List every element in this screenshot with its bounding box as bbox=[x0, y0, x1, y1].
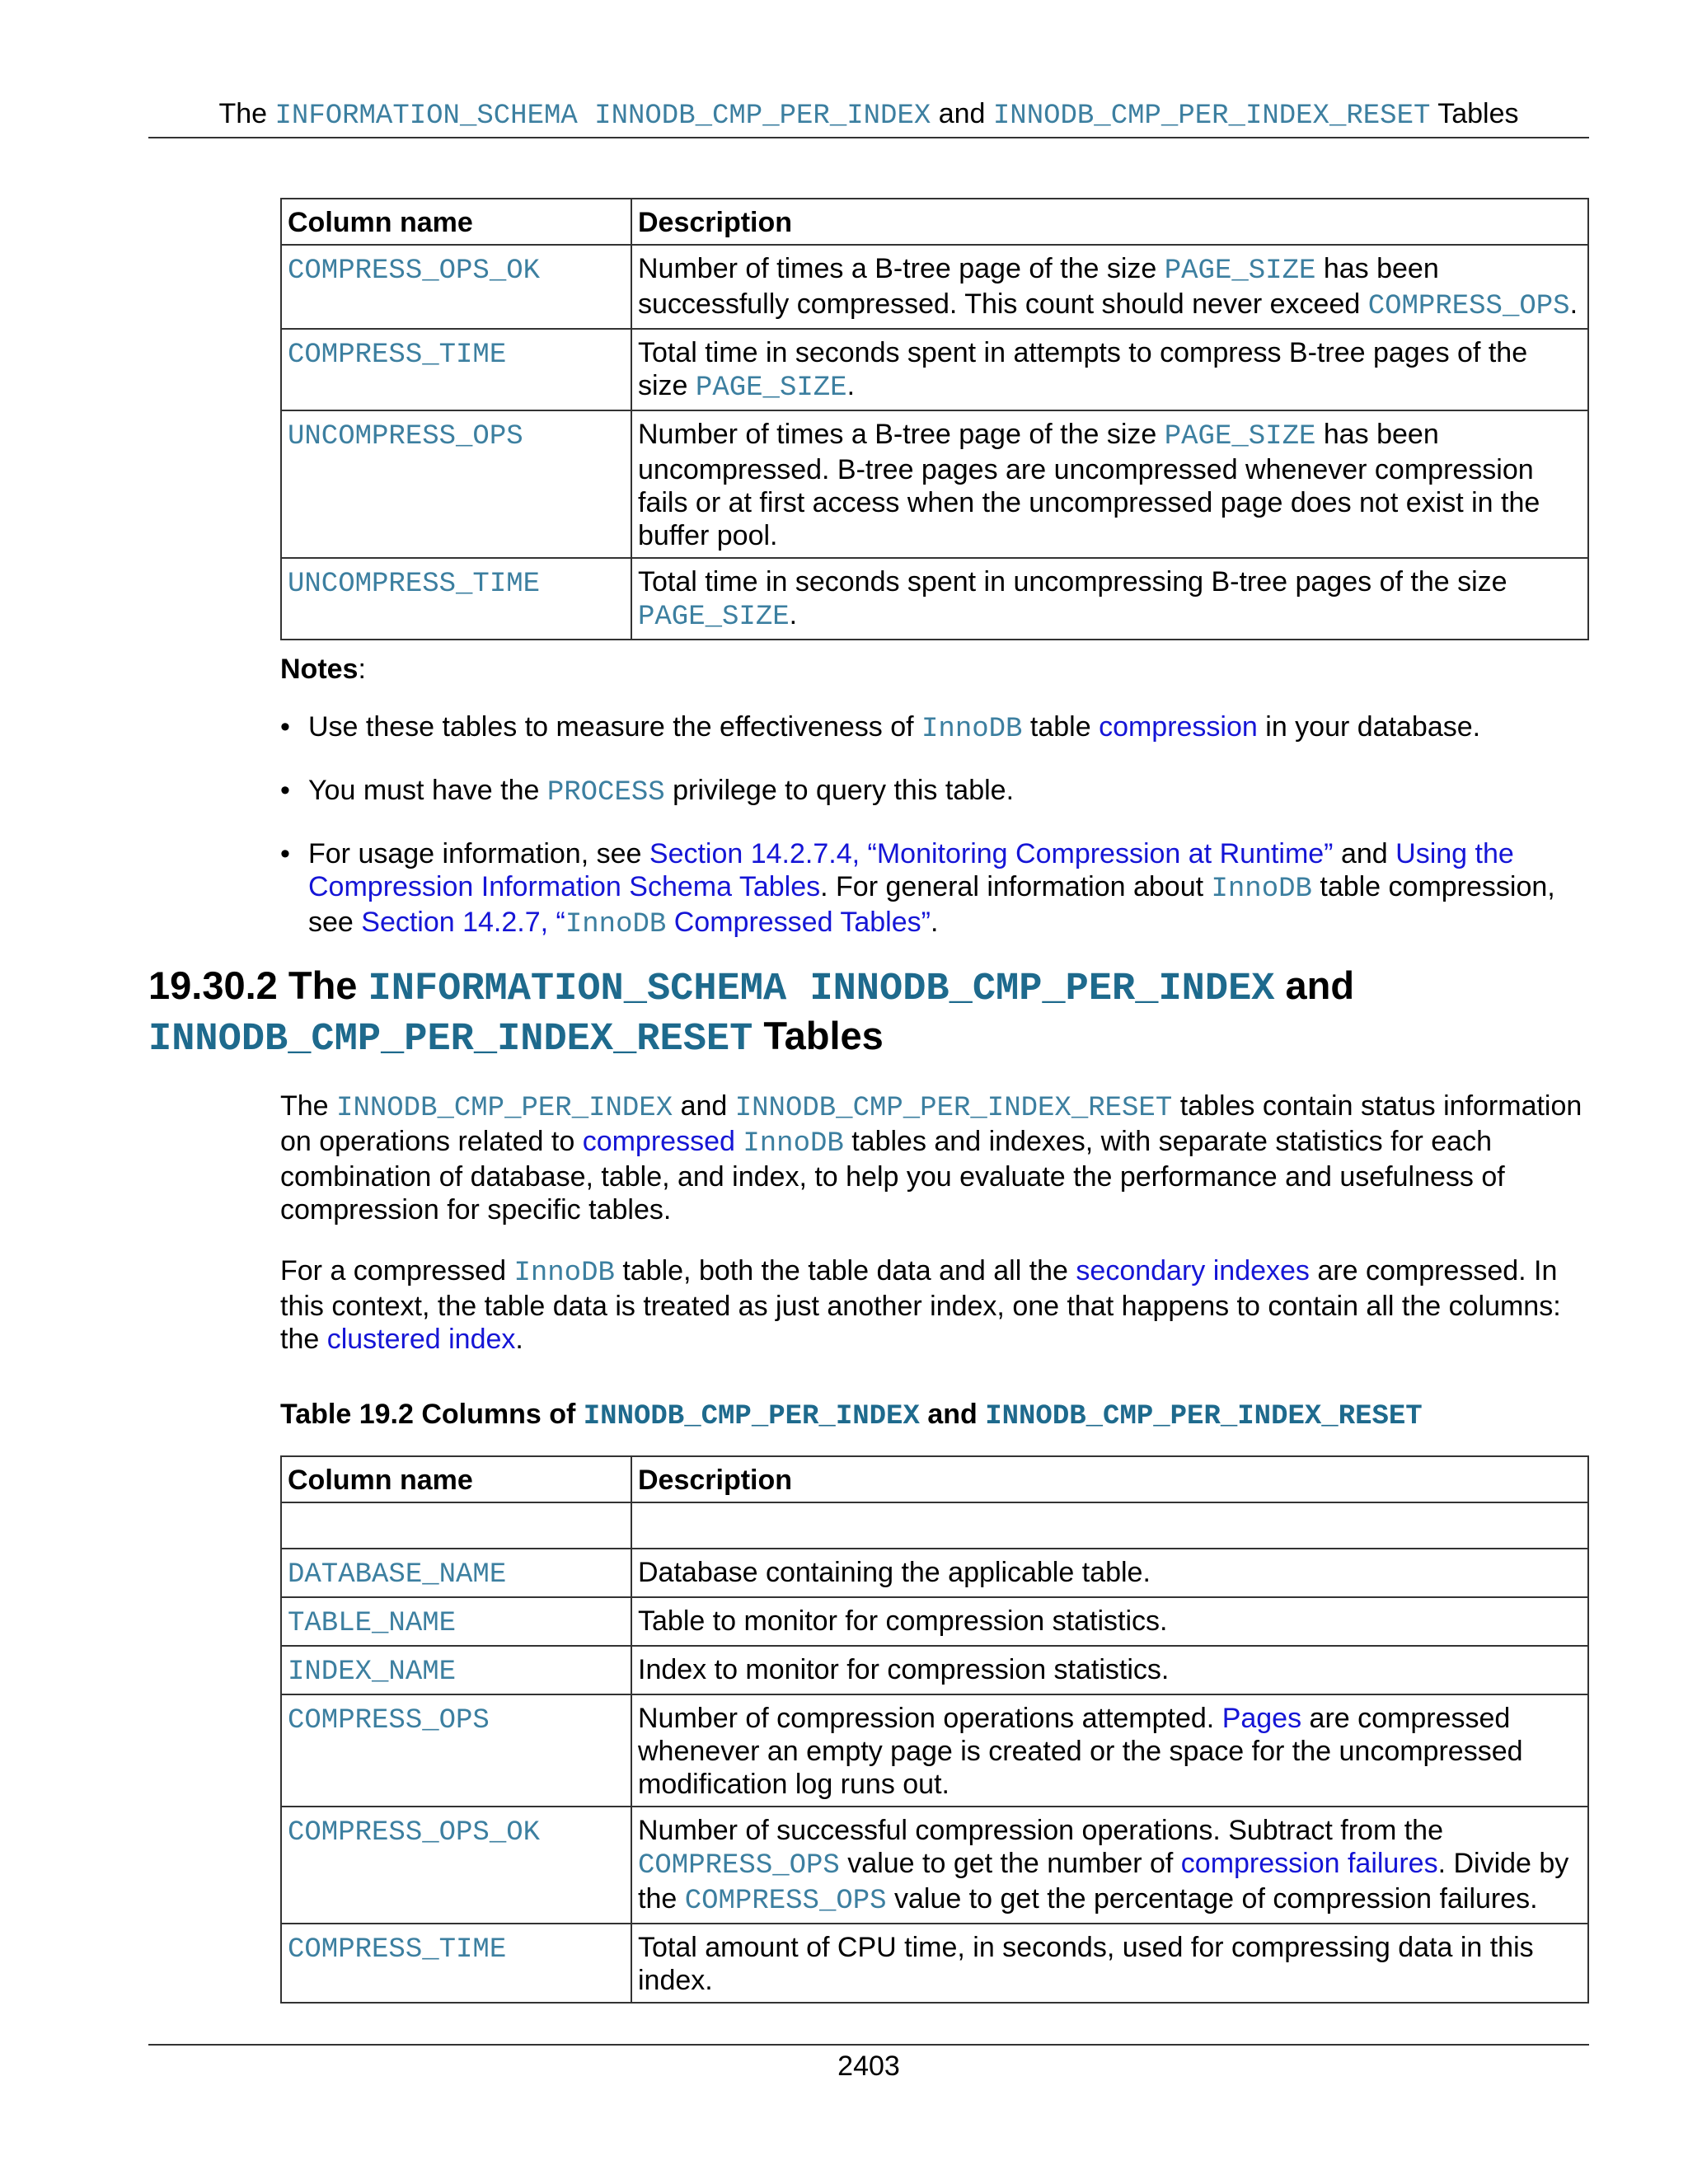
list-item: • Use these tables to measure the effectiveness of InnoDB table compression in your database. bbox=[280, 711, 1481, 745]
compressed-tables-link[interactable]: Section 14.2.7, “InnoDB Compressed Tables” bbox=[361, 907, 931, 940]
columns-table-continued bbox=[280, 198, 1589, 640]
column-name: UNCOMPRESS_OPS bbox=[288, 421, 523, 452]
column-header-description: Description bbox=[631, 1456, 1588, 1502]
column-description: Table to monitor for compression statistics. bbox=[631, 1597, 1588, 1646]
column-description: Number of compression operations attempted. Pages are compressed whenever an empty page is created or the space for the uncompressed modification log runs out. bbox=[631, 1694, 1588, 1807]
compression-link[interactable]: compression bbox=[1099, 711, 1258, 743]
header-rule bbox=[148, 137, 1589, 138]
table-header-row bbox=[281, 1456, 1588, 1502]
column-name: COMPRESS_OPS_OK bbox=[288, 255, 541, 287]
table-row bbox=[281, 1807, 1588, 1924]
column-description: Number of successful compression operations. Subtract from the COMPRESS_OPS value to get the number of compression failures. Divide by the COMPRESS_OPS value to get the percentage of compression failures. bbox=[631, 1807, 1588, 1924]
column-header-name: Column name bbox=[281, 199, 631, 245]
notes-list bbox=[280, 710, 1589, 969]
footer-rule bbox=[148, 2044, 1589, 2046]
column-description: Total amount of CPU time, in seconds, used for compressing data in this index. bbox=[631, 1924, 1588, 2003]
column-description: Total time in seconds spent in uncompressing B-tree pages of the size PAGE_SIZE. bbox=[631, 558, 1588, 640]
running-header: The INFORMATION_SCHEMA INNODB_CMP_PER_INDEX and INNODB_CMP_PER_INDEX_RESET Tables bbox=[218, 98, 1519, 132]
column-description: Number of times a B-tree page of the size PAGE_SIZE has been uncompressed. B-tree pages are uncompressed whenever compression fails or at first access when the uncompressed page does not exist in the buffer pool. bbox=[631, 410, 1588, 558]
empty-row bbox=[281, 1502, 1588, 1549]
column-name: COMPRESS_TIME bbox=[288, 1934, 507, 1966]
table-row bbox=[281, 329, 1588, 410]
column-name: DATABASE_NAME bbox=[288, 1559, 507, 1591]
monitoring-compression-link[interactable]: Section 14.2.7.4, “Monitoring Compression at Runtime” bbox=[649, 838, 1334, 869]
context-paragraph: For a compressed InnoDB table, both the table data and all the secondary indexes are compressed. In this context, the table data is treated as just another index, one that happens to contain all the columns: the clustered index. bbox=[280, 1255, 1561, 1355]
table-row bbox=[281, 245, 1588, 329]
column-description: Index to monitor for compression statistics. bbox=[631, 1646, 1588, 1694]
clustered-index-link[interactable]: clustered index bbox=[326, 1324, 516, 1355]
section-heading: 19.30.2 The INFORMATION_SCHEMA INNODB_CMP_PER_INDEX and INNODB_CMP_PER_INDEX_RESET Tables bbox=[148, 963, 1355, 1062]
table-caption: Table 19.2 Columns of INNODB_CMP_PER_INDEX and INNODB_CMP_PER_INDEX_RESET bbox=[280, 1399, 1423, 1432]
table-row bbox=[281, 1924, 1588, 2003]
list-item: • For usage information, see Section 14.2.7.4, “Monitoring Compression at Runtime” and Using the Compression Information Schema Tables. For general information about InnoDB table compression, see Section 14.2.7, “InnoDB Compressed Tables”. bbox=[280, 838, 1555, 940]
column-header-name: Column name bbox=[281, 1456, 631, 1502]
column-name: COMPRESS_OPS_OK bbox=[288, 1817, 541, 1849]
column-name: UNCOMPRESS_TIME bbox=[288, 569, 541, 600]
table-row bbox=[281, 410, 1588, 558]
column-name: TABLE_NAME bbox=[288, 1608, 457, 1639]
column-name: COMPRESS_OPS bbox=[288, 1705, 490, 1736]
column-name: COMPRESS_TIME bbox=[288, 340, 507, 371]
table-row bbox=[281, 1597, 1588, 1646]
list-item: • You must have the PROCESS privilege to query this table. bbox=[280, 775, 1015, 808]
notes-label: Notes: bbox=[280, 654, 366, 685]
table-header-row bbox=[281, 199, 1588, 245]
column-description: Database containing the applicable table. bbox=[631, 1549, 1588, 1597]
compressed-link[interactable]: compressed bbox=[582, 1126, 735, 1157]
header-code-2: INNODB_CMP_PER_INDEX_RESET bbox=[992, 101, 1431, 132]
columns-table bbox=[280, 1455, 1589, 2004]
table-row bbox=[281, 558, 1588, 640]
table-row bbox=[281, 1646, 1588, 1694]
page-number: 2403 bbox=[837, 2050, 900, 2082]
table-row bbox=[281, 1549, 1588, 1597]
table-row bbox=[281, 1694, 1588, 1807]
column-header-description: Description bbox=[631, 199, 1588, 245]
pages-link[interactable]: Pages bbox=[1221, 1703, 1302, 1734]
intro-paragraph: The INNODB_CMP_PER_INDEX and INNODB_CMP_PER_INDEX_RESET tables contain status information on operations related to compressed InnoDB tables and indexes, with separate statistics for each combination of database, table, and index, to help you evaluate the performance and usefulness of compression for specific tables. bbox=[280, 1090, 1582, 1226]
compression-failures-link[interactable]: compression failures bbox=[1180, 1848, 1438, 1879]
header-code-1: INFORMATION_SCHEMA INNODB_CMP_PER_INDEX bbox=[274, 101, 931, 132]
column-description: Total time in seconds spent in attempts to compress B-tree pages of the size PAGE_SIZE. bbox=[631, 329, 1588, 410]
compression-schema-tables-link[interactable]: Using the Compression Information Schema Tables bbox=[308, 838, 1514, 902]
column-description: Number of times a B-tree page of the size PAGE_SIZE has been successfully compressed. This count should never exceed COMPRESS_OPS. bbox=[631, 245, 1588, 329]
secondary-indexes-link[interactable]: secondary indexes bbox=[1076, 1255, 1310, 1286]
column-name: INDEX_NAME bbox=[288, 1657, 457, 1688]
